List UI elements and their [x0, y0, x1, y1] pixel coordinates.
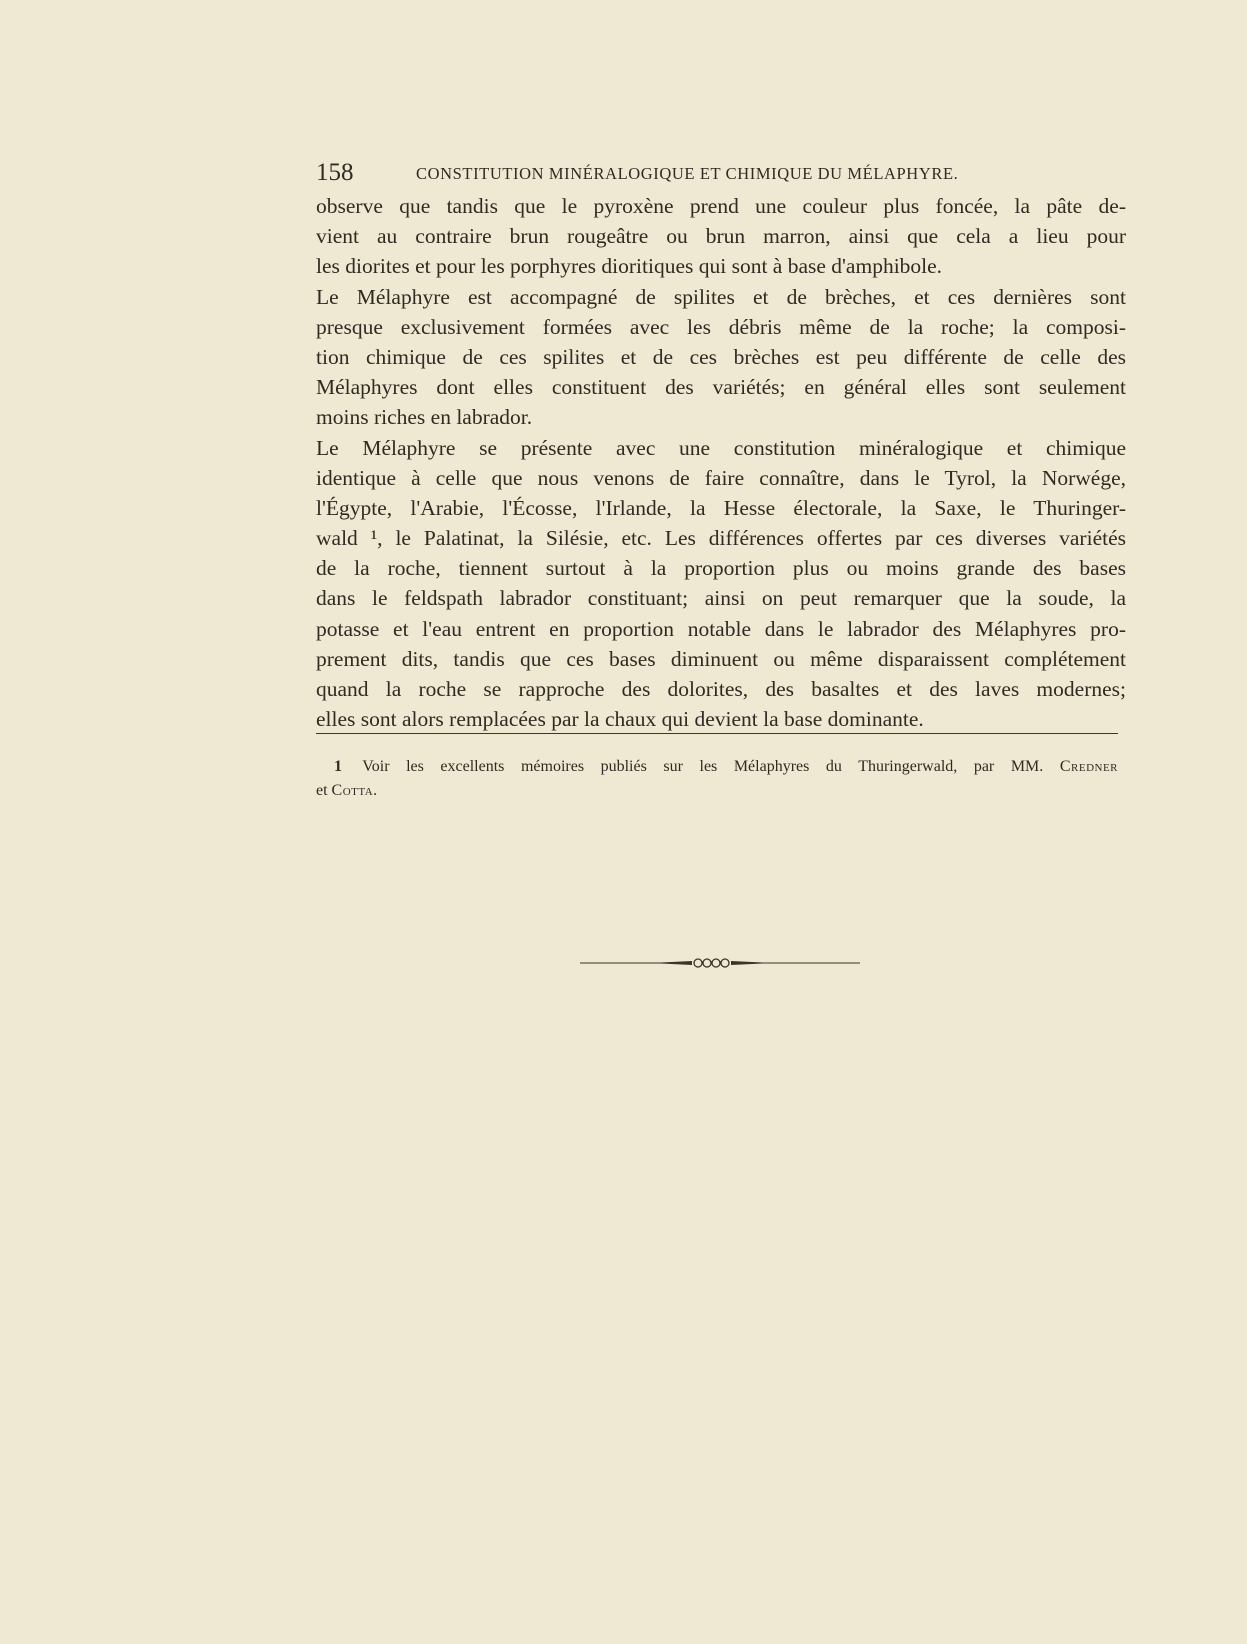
text-line: presque exclusivement formées avec les débris même de la roche; la composi- [316, 314, 1126, 339]
text-line: quand la roche se rapproche des dolorites, des basaltes et des laves modernes; [316, 677, 1126, 701]
footnote-divider [316, 733, 1118, 734]
text-line: dans le feldspath labrador constituant; ainsi on peut remarquer que la soude, la [316, 586, 1126, 611]
footnote-author-name: Credner [1059, 758, 1119, 775]
page-header [316, 158, 1126, 188]
text-line: tion chimique de ces spilites et de ces brèches est peu différente de celle des [316, 344, 1126, 369]
text-line: Le Mélaphyre est accompagné de spilites et de brèches, et ces dernières sont [316, 284, 1126, 309]
text-line: les diorites et pour les porphyres dioritiques qui sont à base d'amphibole. [316, 254, 943, 279]
running-title: CONSTITUTION MINÉRALOGIQUE ET CHIMIQUE DU MÉLAPHYRE. [416, 164, 959, 183]
footnote-line [316, 779, 1118, 803]
text-line: potasse et l'eau entrent en proportion notable dans le labrador des Mélaphyres pro- [316, 616, 1126, 641]
footnote-line [316, 755, 1118, 779]
text-line: wald ¹, le Palatinat, la Silésie, etc. Les différences offertes par ces diverses variétés [316, 526, 1126, 551]
footnote-text: . [373, 782, 378, 799]
end-ornament-icon [580, 956, 860, 970]
text-line: de la roche, tiennent surtout à la proportion plus ou moins grande des bases [316, 556, 1126, 581]
text-line: moins riches en labrador. [316, 405, 533, 430]
text-line: observe que tandis que le pyroxène prend une couleur plus foncée, la pâte de- [316, 194, 1126, 218]
page-number: 158 [316, 159, 354, 186]
text-line: Le Mélaphyre se présente avec une constitution minéralogique et chimique [316, 435, 1126, 460]
footnote-author-name: Cotta [331, 782, 374, 799]
footnote [316, 755, 1118, 803]
body-text [316, 191, 1126, 734]
footnote-number: 1 [334, 758, 342, 775]
text-line: l'Égypte, l'Arabie, l'Écosse, l'Irlande, la Hesse électorale, la Saxe, le Thuringer- [316, 495, 1126, 520]
text-line: identique à celle que nous venons de faire connaître, dans le Tyrol, la Norwége, [316, 465, 1126, 490]
text-line: Mélaphyres dont elles constituent des variétés; en général elles sont seulement [316, 375, 1126, 400]
footnote-text: Voir les excellents mémoires publiés sur les Mélaphyres du Thuringerwald, par MM. [362, 758, 1044, 775]
text-line: elles sont alors remplacées par la chaux qui devient la base dominante. [316, 707, 924, 732]
text-line: vient au contraire brun rougeâtre ou brun marron, ainsi que cela a lieu pour [316, 224, 1126, 249]
footnote-text: et [316, 782, 328, 799]
text-line: prement dits, tandis que ces bases diminuent ou même disparaissent complétement [316, 646, 1126, 671]
